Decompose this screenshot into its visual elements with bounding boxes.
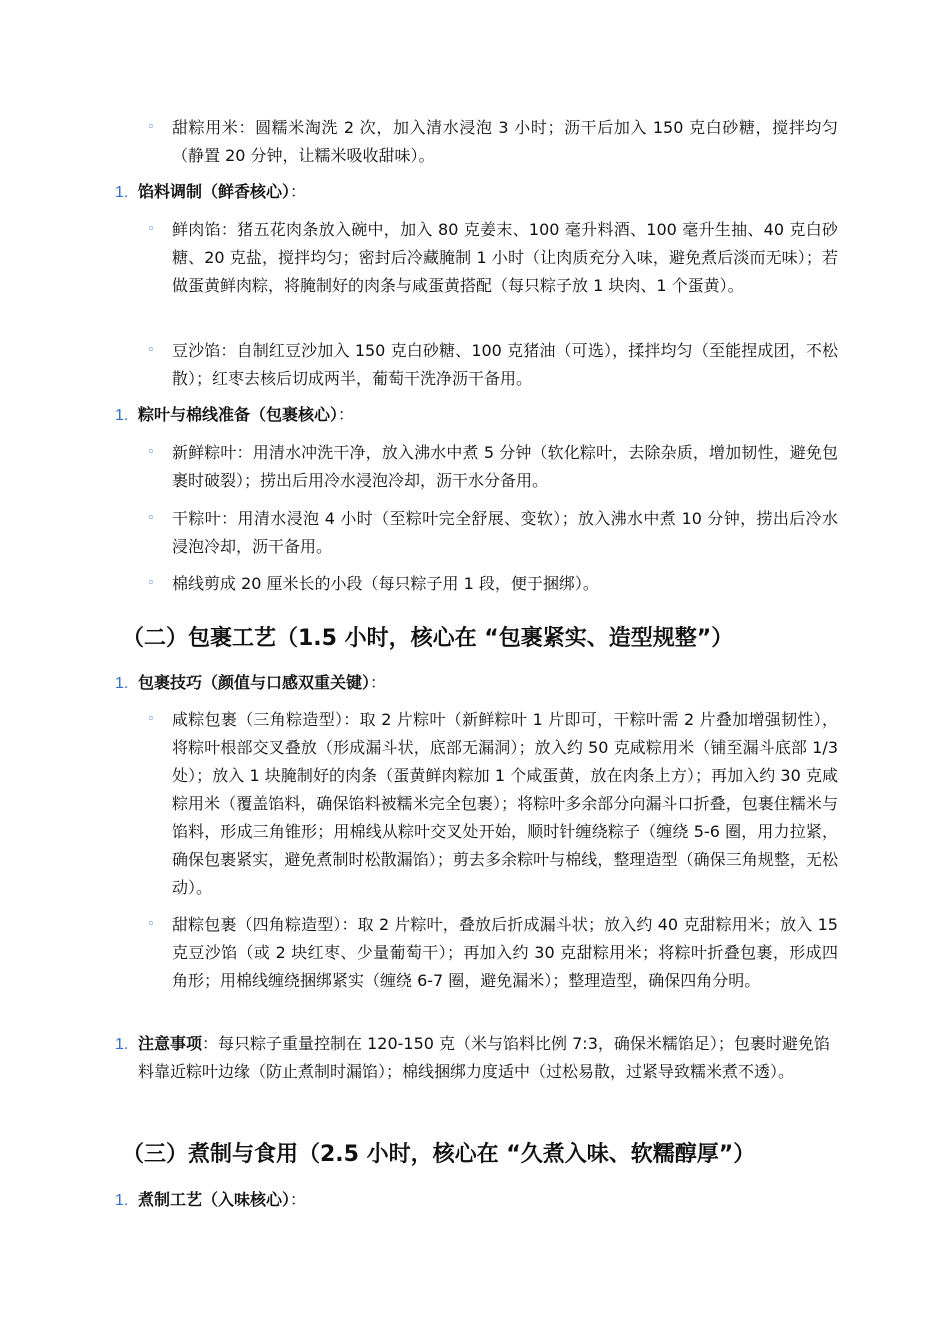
list-item-suffix: ：	[370, 673, 387, 692]
list-bullet: ◦	[147, 511, 155, 526]
list-item-title: 粽叶与棉线准备（包裹核心）	[138, 405, 339, 424]
bullet-dry-leaf: 干粽叶：用清水浸泡 4 小时（至粽叶完全舒展、变软）；放入沸水中煮 10 分钟，捞出后冷水浸泡冷却，沥干备用。	[172, 509, 838, 556]
list-item-text: ：每只粽子重量控制在 120-150 克（米与馅料比例 7:3，确保米糯馅足）；包裹时避免馅料靠近粽叶边缘（防止煮制时漏馅）；棉线捆绑力度适中（过松易散，过紧导致糯米煮不透）。	[138, 1034, 830, 1081]
list-number: 1.	[115, 1192, 129, 1209]
list-item-title: 馅料调制（鲜香核心）	[138, 182, 291, 201]
list-bullet: ◦	[147, 712, 155, 727]
list-bullet: ◦	[147, 917, 155, 932]
list-bullet: ◦	[147, 576, 155, 591]
list-item-title: 煮制工艺（入味核心）	[138, 1190, 291, 1209]
list-bullet: ◦	[147, 445, 155, 460]
bullet-meat-filling: 鲜肉馅：猪五花肉条放入碗中，加入 80 克姜末、100 毫升料酒、100 毫升生抽、40 克白砂糖、20 克盐，搅拌均匀；密封后冷藏腌制 1 小时（让肉质充分入味，避免煮后淡而无味）；若做蛋黄鲜肉粽，将腌制好的肉条与咸蛋黄搭配（每只粽子放 1 块肉、1 个蛋黄）。	[172, 220, 838, 295]
bullet-sweet-wrap: 甜粽包裹（四角粽造型）：取 2 片粽叶，叠放后折成漏斗状；放入约 40 克甜粽用米；放入 15 克豆沙馅（或 2 块红枣、少量葡萄干）；再加入约 30 克甜粽用米；将粽叶折叠包裹，形成四角形；用棉线缠绕捆绑紧实（缠绕 6-7 圈，避免漏米）；整理造型，确保四角分明。	[172, 915, 838, 990]
bullet-salty-wrap: 咸粽包裹（三角粽造型）：取 2 片粽叶（新鲜粽叶 1 片即可，干粽叶需 2 片叠加增强韧性），将粽叶根部交叉叠放（形成漏斗状，底部无漏洞）；放入约 50 克咸粽用米（铺至漏斗底部 1/3 处）；放入 1 块腌制好的肉条（蛋黄鲜肉粽加 1 个咸蛋黄，放在肉条上方）；再加入约 30 克咸粽用米（覆盖馅料，确保馅料被糯米完全包裹）；将粽叶多余部分向漏斗口折叠，包裹住糯米与馅料，形成三角锥形；用棉线从粽叶交叉处开始，顺时针缠绕粽子（缠绕 5-6 圈，用力拉紧，确保包裹紧实，避免煮制时松散漏馅）；剪去多余粽叶与棉线，整理造型（确保三角规整，无松动）。	[172, 710, 838, 897]
bullet-fresh-leaf: 新鲜粽叶：用清水冲洗干净，放入沸水中煮 5 分钟（软化粽叶，去除杂质，增加韧性，避免包裹时破裂）；捞出后用冷水浸泡冷却，沥干水分备用。	[172, 443, 838, 490]
bullet-bean-filling: 豆沙馅：自制红豆沙加入 150 克白砂糖、100 克猪油（可选），揉拌均匀（至能捏成团，不松散）；红枣去核后切成两半，葡萄干洗净沥干备用。	[172, 341, 838, 388]
list-item-suffix: ：	[290, 182, 307, 201]
section-heading-cooking: （三）煮制与食用（2.5 小时，核心在 “久煮入味、软糯醇厚”）	[122, 1142, 756, 1167]
section-heading-wrapping: （二）包裹工艺（1.5 小时，核心在 “包裹紧实、造型规整”）	[122, 626, 734, 651]
list-bullet: ◦	[147, 120, 155, 135]
list-item-title: 包裹技巧（颜值与口感双重关键）	[138, 673, 371, 692]
list-item-suffix: ：	[338, 405, 355, 424]
list-item-leaves	[138, 401, 838, 429]
list-bullet: ◦	[147, 343, 155, 358]
list-item-filling	[138, 178, 838, 206]
list-number: 1.	[115, 675, 129, 692]
list-item-notes	[138, 1030, 838, 1086]
list-number: 1.	[115, 184, 129, 201]
list-item-title: 注意事项	[138, 1034, 203, 1053]
bullet-thread: 棉线剪成 20 厘米长的小段（每只粽子用 1 段，便于捆绑）。	[172, 574, 599, 593]
list-item-technique	[138, 669, 838, 697]
list-item-suffix: ：	[290, 1190, 307, 1209]
bullet-sweet-rice: 甜粽用米：圆糯米淘洗 2 次，加入清水浸泡 3 小时；沥干后加入 150 克白砂糖，搅拌均匀（静置 20 分钟，让糯米吸收甜味）。	[172, 118, 838, 165]
list-number: 1.	[115, 1036, 129, 1053]
list-bullet: ◦	[147, 222, 155, 237]
list-number: 1.	[115, 407, 129, 424]
list-item-cooking	[138, 1186, 838, 1214]
